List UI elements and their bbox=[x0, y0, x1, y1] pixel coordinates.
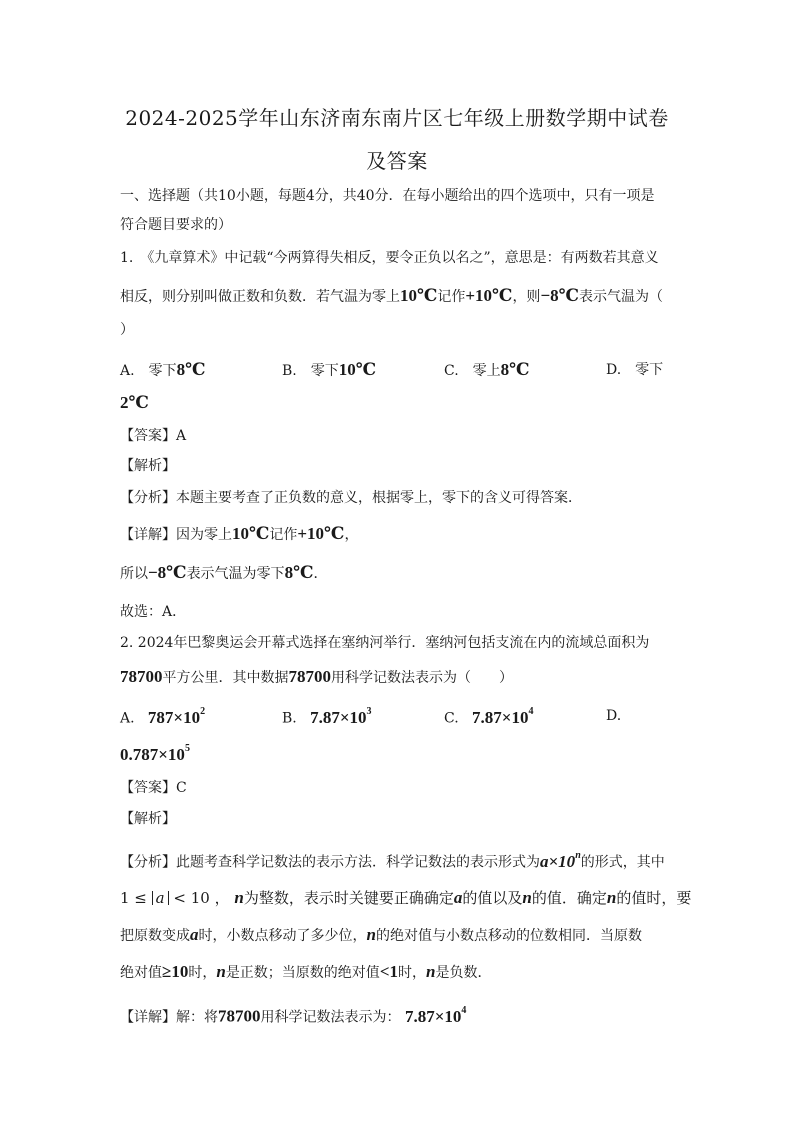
page-title: 2024-2025学年山东济南东南片区七年级上册数学期中试卷 bbox=[125, 106, 669, 130]
detail-text: 【详解】解：将 bbox=[120, 1009, 218, 1026]
condition-right: < 10 bbox=[173, 889, 210, 907]
option-exponent: 3 bbox=[366, 706, 372, 717]
option-base: 0.787×10 bbox=[120, 744, 185, 764]
q1-stem-line3: ） bbox=[120, 322, 134, 338]
detail-value: 78700 bbox=[218, 1006, 261, 1026]
q2-value: 78700 bbox=[120, 667, 163, 686]
q2-value: 78700 bbox=[288, 667, 331, 686]
formula-base: a×10 bbox=[540, 851, 576, 871]
detail-text: 用科学记数法表示为： bbox=[260, 1009, 401, 1026]
analysis-text: 【分析】此题考查科学记数法的表示方法．科学记数法的表示形式为 bbox=[120, 854, 540, 871]
detail-text: 所以 bbox=[120, 566, 148, 582]
q1-detail bbox=[120, 524, 358, 545]
q1-conclusion bbox=[120, 563, 327, 584]
q2-detail bbox=[120, 1003, 466, 1028]
detail-text: 记作 bbox=[269, 527, 298, 543]
analysis-text: 时，小数点移动了多少位， bbox=[198, 928, 367, 944]
detail-value: 10℃ bbox=[232, 524, 270, 543]
page-title-continued: 及答案 bbox=[366, 149, 428, 173]
q1-value-plus10c: +10℃ bbox=[465, 286, 513, 305]
var-a: a bbox=[453, 888, 463, 907]
option-exponent: 5 bbox=[184, 743, 190, 754]
q1-option-c bbox=[444, 360, 530, 381]
option-exponent: 2 bbox=[200, 706, 206, 717]
q1-answer: 【答案】A bbox=[120, 428, 187, 444]
analysis-text: 是负数． bbox=[435, 965, 492, 981]
option-value: 8℃ bbox=[176, 360, 206, 379]
option-value bbox=[120, 745, 190, 764]
option-label: D. 零下 bbox=[606, 362, 664, 378]
analysis-text: 的值时，要 bbox=[616, 889, 692, 907]
q1-analysis: 【分析】本题主要考查了正负数的意义，根据零上，零下的含义可得答案． bbox=[120, 490, 582, 506]
var-n: n bbox=[234, 888, 244, 907]
option-value bbox=[148, 708, 205, 727]
detail-text: ， bbox=[344, 527, 359, 543]
var-n: n bbox=[522, 888, 532, 907]
detail-text: 【详解】因为零上 bbox=[120, 527, 232, 543]
q2-option-b bbox=[282, 704, 372, 729]
q1-text: 记作 bbox=[437, 289, 466, 305]
analysis-value: <1 bbox=[379, 962, 398, 981]
q2-stem-line1: 2. 2024年巴黎奥运会开幕式选择在塞纳河举行．塞纳河包括支流在内的流域总面积为 bbox=[120, 635, 650, 651]
q2-option-d-value bbox=[120, 741, 190, 766]
q1-value-minus8c: −8℃ bbox=[540, 286, 579, 305]
q1-option-b bbox=[282, 360, 376, 381]
analysis-text: 时， bbox=[398, 965, 426, 981]
analysis-text: 的形式，其中 bbox=[580, 854, 665, 871]
formula bbox=[540, 852, 581, 871]
q1-value-10c: 10℃ bbox=[400, 286, 438, 305]
q1-analysis-label: 【解析】 bbox=[120, 458, 176, 474]
analysis-text: 绝对值 bbox=[120, 965, 162, 981]
option-base: 7.87×10 bbox=[472, 707, 529, 727]
analysis-text: 是正数；当原数的绝对值 bbox=[225, 965, 380, 981]
q2-text: 用科学记数法表示为（ ） bbox=[331, 670, 513, 686]
q2-answer: 【答案】C bbox=[120, 780, 187, 796]
detail-base: 7.87×10 bbox=[404, 1006, 462, 1026]
analysis-value: ≥10 bbox=[162, 962, 189, 981]
option-value: 10℃ bbox=[338, 360, 377, 379]
detail-exponent: 4 bbox=[461, 1005, 467, 1016]
option-label: B. bbox=[282, 710, 297, 727]
var-n: n bbox=[606, 888, 617, 907]
option-value bbox=[310, 708, 371, 727]
option-label: C. bbox=[444, 710, 459, 727]
analysis-text: 为整数，表示时关键要正确确定 bbox=[243, 889, 454, 907]
var-a: a bbox=[190, 925, 199, 944]
analysis-text: 把原数变成 bbox=[120, 928, 190, 944]
q1-option-d-value bbox=[120, 393, 149, 414]
q1-choice: 故选：A． bbox=[120, 604, 187, 620]
condition-abs: a bbox=[152, 891, 169, 905]
var-n: n bbox=[216, 962, 226, 981]
detail-text: 表示气温为零下 bbox=[186, 566, 285, 582]
q1-text: 表示气温为（ bbox=[579, 289, 663, 305]
analysis-text: ， bbox=[214, 889, 230, 907]
q2-analysis-line4 bbox=[120, 962, 491, 983]
section-header: 一、选择题（共10小题，每题4分，共40分．在每小题给出的四个选项中，只有一项是 bbox=[120, 188, 655, 204]
detail-text: ． bbox=[313, 566, 328, 582]
option-value: 8℃ bbox=[500, 360, 530, 379]
option-base: 7.87×10 bbox=[310, 707, 367, 727]
q1-text: ，则 bbox=[512, 289, 541, 305]
var-n: n bbox=[366, 925, 376, 944]
q2-text: 平方公里．其中数据 bbox=[162, 670, 289, 686]
q2-stem-line2 bbox=[120, 667, 513, 688]
detail-value bbox=[405, 1007, 466, 1026]
option-value bbox=[472, 708, 533, 727]
detail-value: +10℃ bbox=[297, 524, 345, 543]
q2-option-a bbox=[120, 704, 205, 729]
analysis-text: 的值以及 bbox=[462, 889, 523, 907]
q1-option-a bbox=[120, 360, 205, 381]
analysis-text: 的绝对值与小数点移动的位数相同．当原数 bbox=[375, 928, 642, 944]
q1-stem-line2 bbox=[120, 286, 663, 307]
q2-option-c bbox=[444, 704, 533, 729]
q1-stem-line1: 1. 《九章算术》中记载“今两算得失相反，要令正负以名之”，意思是：有两数若其意义 bbox=[120, 250, 659, 266]
q1-text: 相反，则分别叫做正数和负数．若气温为零上 bbox=[120, 289, 400, 305]
option-label: A. bbox=[120, 710, 135, 727]
q2-option-d bbox=[606, 706, 621, 726]
detail-value: −8℃ bbox=[148, 563, 187, 582]
q2-analysis-line3 bbox=[120, 925, 642, 946]
var-n: n bbox=[426, 962, 436, 981]
section-header-continued: 符合题目要求的） bbox=[120, 217, 232, 233]
analysis-text: 的值．确定 bbox=[531, 889, 607, 907]
option-label: C. 零上 bbox=[444, 363, 501, 379]
option-label: D. bbox=[606, 708, 622, 724]
option-label: B. 零下 bbox=[282, 363, 339, 379]
option-base: 787×10 bbox=[147, 707, 201, 727]
option-label: A. 零下 bbox=[120, 363, 177, 379]
detail-value: 8℃ bbox=[284, 563, 314, 582]
option-value: 2℃ bbox=[120, 393, 149, 412]
q1-option-d bbox=[606, 360, 663, 380]
analysis-text: 时， bbox=[188, 965, 217, 981]
q2-analysis-label: 【解析】 bbox=[120, 811, 176, 827]
condition-left: 1 ≤ bbox=[120, 889, 147, 907]
q2-analysis-line1 bbox=[120, 848, 665, 873]
option-exponent: 4 bbox=[528, 706, 534, 717]
formula-exponent: n bbox=[575, 850, 581, 861]
q2-analysis-line2 bbox=[120, 888, 691, 908]
